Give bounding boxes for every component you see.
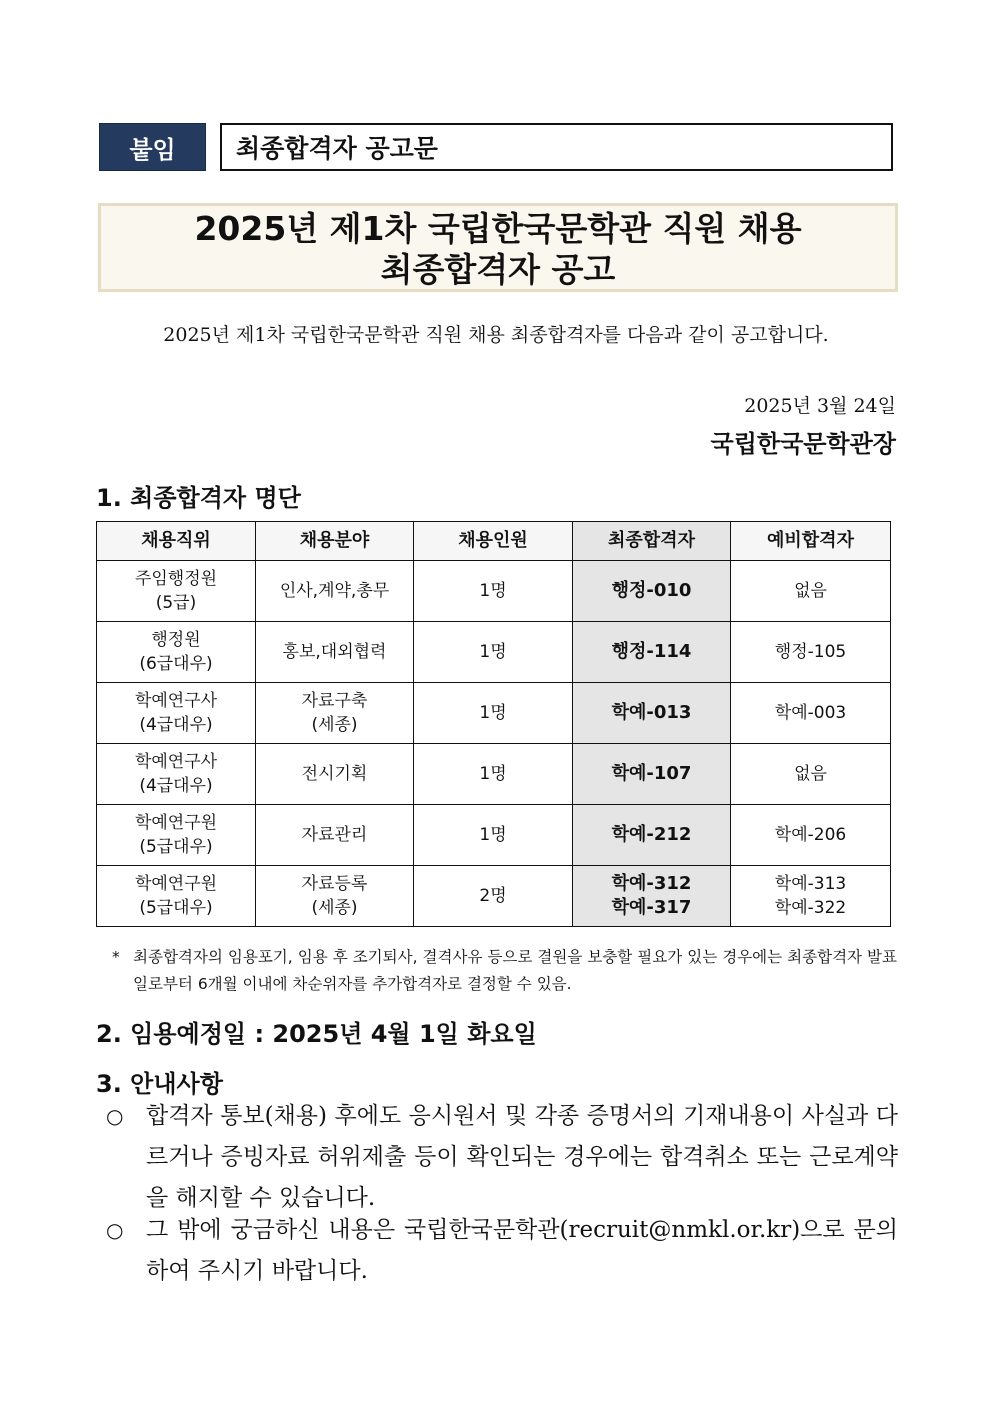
cell-final: 행정-010 [573, 561, 731, 622]
cell-position: 학예연구원 (5급대우) [97, 866, 256, 927]
notice-item [106, 1210, 898, 1292]
cell-final: 학예-312 학예-317 [573, 866, 731, 927]
section-1-heading: 1. 최종합격자 명단 [96, 484, 301, 512]
table-row [97, 683, 891, 744]
table-row [97, 561, 891, 622]
intro-text: 2025년 제1차 국립한국문학관 직원 채용 최종합격자를 다음과 같이 공고합니다. [163, 324, 829, 346]
cell-reserve: 학예-206 [731, 805, 891, 866]
cell-count: 2명 [414, 866, 573, 927]
cell-reserve: 학예-003 [731, 683, 891, 744]
cell-reserve: 학예-313 학예-322 [731, 866, 891, 927]
notice-item-text: 그 밖에 궁금하신 내용은 국립한국문학관(recruit@nmkl.or.kr)으로 문의하여 주시기 바랍니다. [146, 1217, 898, 1284]
announcement-date: 2025년 3월 24일 [744, 395, 896, 417]
cell-count: 1명 [414, 683, 573, 744]
column-header-count: 채용인원 [414, 522, 573, 561]
title-line-1: 2025년 제1차 국립한국문학관 직원 채용 [194, 209, 802, 248]
footnote-mark: * [112, 948, 120, 966]
table-footnote [112, 944, 897, 998]
footnote-text: 최종합격자의 임용포기, 임용 후 조기퇴사, 결격사유 등으로 결원을 보충할 필요가 있는 경우에는 최종합격자 발표일로부터 6개월 이내에 차순위자를 추가합격자로 결정할 수 있음. [133, 948, 897, 993]
column-header-final: 최종합격자 [573, 522, 731, 561]
cell-final: 학예-013 [573, 683, 731, 744]
section-3-heading: 3. 안내사항 [96, 1070, 223, 1098]
table-row [97, 805, 891, 866]
table-header-row [97, 522, 891, 561]
issuer-name: 국립한국문학관장 [710, 429, 896, 458]
cell-final: 행정-114 [573, 622, 731, 683]
document-header-title: 최종합격자 공고문 [236, 134, 438, 163]
cell-reserve: 행정-105 [731, 622, 891, 683]
cell-position: 학예연구사 (4급대우) [97, 744, 256, 805]
cell-position: 학예연구원 (5급대우) [97, 805, 256, 866]
title-box [98, 203, 898, 292]
cell-final: 학예-212 [573, 805, 731, 866]
attachment-badge: 붙임 [99, 123, 206, 171]
cell-position: 주임행정원 (5급) [97, 561, 256, 622]
cell-position: 학예연구사 (4급대우) [97, 683, 256, 744]
bullet-icon: ○ [106, 1104, 124, 1128]
cell-count: 1명 [414, 622, 573, 683]
cell-field: 인사,계약,총무 [256, 561, 414, 622]
title-line-2: 최종합격자 공고 [380, 250, 616, 289]
cell-field: 홍보,대외협력 [256, 622, 414, 683]
table-row [97, 622, 891, 683]
cell-count: 1명 [414, 561, 573, 622]
table-row [97, 866, 891, 927]
cell-field: 자료구축 (세종) [256, 683, 414, 744]
document-header [220, 123, 893, 171]
finalist-table [96, 521, 891, 927]
notice-item [106, 1096, 898, 1219]
table-row [97, 744, 891, 805]
bullet-icon: ○ [106, 1218, 124, 1242]
cell-field: 자료등록 (세종) [256, 866, 414, 927]
cell-count: 1명 [414, 744, 573, 805]
column-header-reserve: 예비합격자 [731, 522, 891, 561]
cell-reserve: 없음 [731, 561, 891, 622]
column-header-position: 채용직위 [97, 522, 256, 561]
cell-field: 전시기획 [256, 744, 414, 805]
cell-position: 행정원 (6급대우) [97, 622, 256, 683]
column-header-field: 채용분야 [256, 522, 414, 561]
cell-count: 1명 [414, 805, 573, 866]
section-2-heading: 2. 임용예정일 : 2025년 4월 1일 화요일 [96, 1020, 537, 1048]
notice-item-text: 합격자 통보(채용) 후에도 응시원서 및 각종 증명서의 기재내용이 사실과 다르거나 증빙자료 허위제출 등이 확인되는 경우에는 합격취소 또는 근로계약을 해지할 수 있습니다. [146, 1103, 898, 1211]
cell-final: 학예-107 [573, 744, 731, 805]
cell-field: 자료관리 [256, 805, 414, 866]
cell-reserve: 없음 [731, 744, 891, 805]
